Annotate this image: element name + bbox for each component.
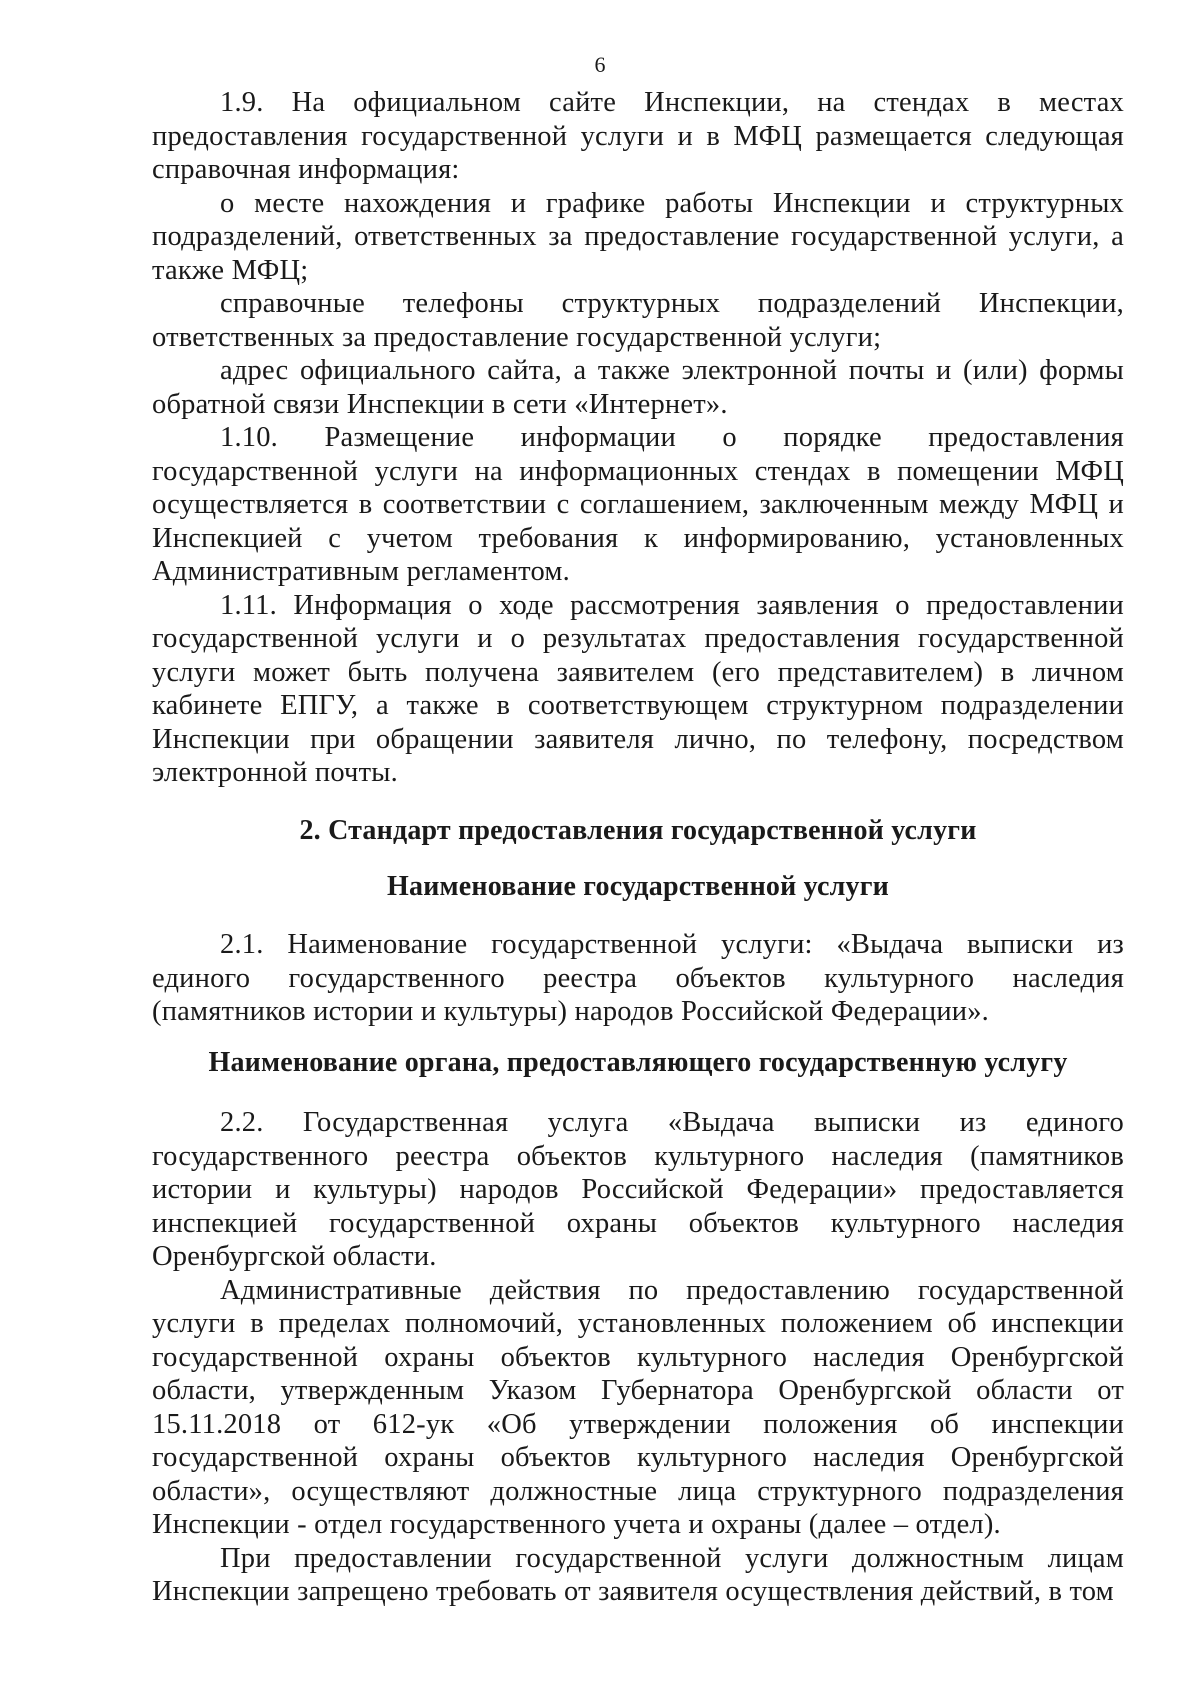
organ-name-heading: Наименование органа, предоставляющего государственную услугу bbox=[208, 1047, 1068, 1078]
paragraph-location-info: о месте нахождения и графике работы Инспекции и структурных подразделений, ответственных за предоставление государственной услуги, а также МФЦ; bbox=[152, 187, 1124, 286]
organ-body-block bbox=[152, 1106, 1124, 1609]
paragraph-2-2: 2.2. Государственная услуга «Выдача выписки из единого государственного реестра объектов культурного наследия (памятников истории и культуры) народов Российской Федерации» предоставляется инспекцией государственной охраны объектов культурного наследия Оренбургской области. bbox=[152, 1107, 1124, 1272]
service-name-heading: Наименование государственной услуги bbox=[387, 871, 889, 902]
paragraph-1-9: 1.9. На официальном сайте Инспекции, на стендах в местах предоставления государственной услуги и в МФЦ размещается следующая справочная информация: bbox=[152, 87, 1124, 185]
paragraph-prohibition: При предоставлении государственной услуги должностным лицам Инспекции запрещено требовать от заявителя осуществления действий, в том bbox=[152, 1542, 1124, 1607]
organ-name-block bbox=[152, 1046, 1124, 1080]
section-2-title-block bbox=[152, 814, 1124, 848]
paragraph-website-info: адрес официального сайта, а также электронной почты и (или) формы обратной связи Инспекции в сети «Интернет». bbox=[152, 355, 1124, 420]
section-2-title: 2. Стандарт предоставления государственной услуги bbox=[299, 815, 977, 846]
paragraph-phones-info: справочные телефоны структурных подразделений Инспекции, ответственных за предоставление государственной услуги; bbox=[152, 288, 1124, 353]
paragraph-1-10: 1.10. Размещение информации о порядке предоставления государственной услуги на информационных стендах в помещении МФЦ осуществляется в соответствии с соглашением, заключенным между МФЦ и Инспекцией с учетом требования к информированию, установленных Административным регламентом. bbox=[152, 422, 1124, 587]
paragraph-2-1: 2.1. Наименование государственной услуги: «Выдача выписки из единого государственного реестра объектов культурного наследия (памятников истории и культуры) народов Российской Федерации». bbox=[152, 929, 1124, 1027]
page-number: 6 bbox=[594, 52, 606, 77]
paragraph-admin-actions: Административные действия по предоставлению государственной услуги в пределах полномочий, установленных положением об инспекции государственной охраны объектов культурного наследия Оренбургской области, утвержденным Указом Губернатора Оренбургской области от 15.11.2018 от 612-ук «Об утверждении положения об инспекции государственной охраны объектов культурного наследия Оренбургской области», осуществляют должностные лица структурного подразделения Инспекции - отдел государственного учета и охраны (далее – отдел). bbox=[152, 1274, 1124, 1540]
service-name-block bbox=[152, 870, 1124, 1029]
paragraph-1-11: 1.11. Информация о ходе рассмотрения заявления о предоставлении государственной услуги и о результатах предоставления государственной услуги может быть получена заявителем (его представителем) в личном кабинете ЕПГУ, а также в соответствующем структурном подразделении Инспекции при обращении заявителя лично, по телефону, посредством электронной почты. bbox=[152, 589, 1124, 788]
section-1-body bbox=[152, 86, 1124, 790]
